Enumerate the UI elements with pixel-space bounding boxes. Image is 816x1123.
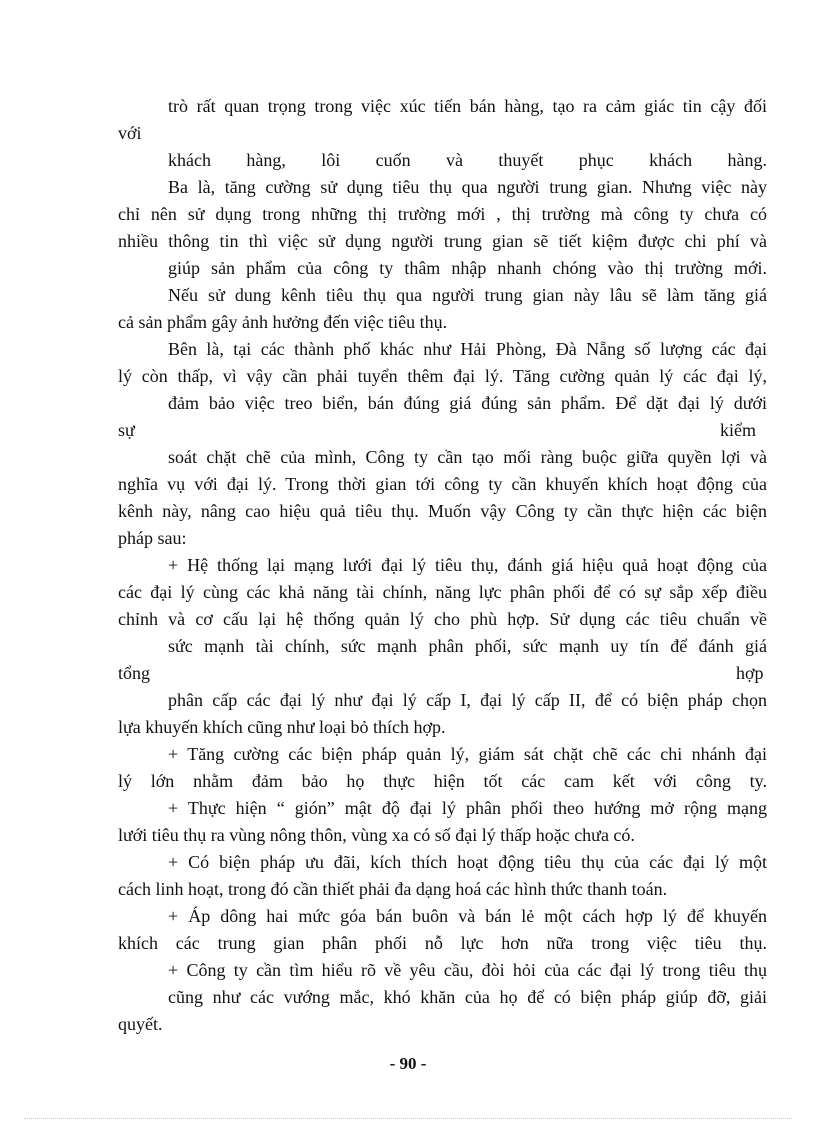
text-line: giúp sản phẩm của công ty thâm nhập nhanh chóng vào thị trường mới. — [168, 258, 767, 278]
text-line: quyết. — [118, 1014, 163, 1034]
text-line: khách hàng, lôi cuốn và thuyết phục khách hàng. — [168, 150, 767, 170]
text-line: + Công ty cần tìm hiểu rõ về yêu cầu, đòi hỏi của các đại lý trong tiêu thụ — [168, 960, 767, 980]
text-line: chỉnh và cơ cấu lại hệ thống quản lý cho phù hợp. Sử dụng các tiêu chuẩn về — [118, 609, 767, 629]
text-line: lý còn thấp, vì vậy cần phải tuyển thêm đại lý. Tăng cường quản lý các đại lý, — [118, 366, 767, 386]
text-line: pháp sau: — [118, 528, 187, 548]
page-number: - 90 - — [389, 1054, 427, 1073]
text-line: soát chặt chẽ của mình, Công ty cần tạo mối ràng buộc giữa quyền lợi và — [168, 447, 767, 467]
text-line: nhiều thông tin thì việc sử dụng người trung gian sẽ tiết kiệm được chi phí và — [118, 231, 767, 251]
text-line: Nếu sử dung kênh tiêu thụ qua người trung gian này lâu sẽ làm tăng giá — [168, 285, 767, 305]
text-line: kiểm — [720, 420, 756, 440]
text-line: lưới tiêu thụ ra vùng nông thôn, vùng xa có số đại lý thấp hoặc chưa có. — [118, 825, 635, 845]
text-line: nghĩa vụ với đại lý. Trong thời gian tới công ty cần khuyến khích hoạt động của — [118, 474, 767, 494]
footer-divider — [24, 1118, 792, 1119]
text-line: phân cấp các đại lý như đại lý cấp I, đại lý cấp II, để có biện pháp chọn — [168, 690, 767, 710]
text-line: trò rất quan trọng trong việc xúc tiến bán hàng, tạo ra cảm giác tin cậy đối — [168, 96, 767, 116]
text-line: + Có biện pháp ưu đãi, kích thích hoạt động tiêu thụ của các đại lý một — [168, 852, 767, 872]
text-line: cả sản phẩm gây ảnh hưởng đến việc tiêu thụ. — [118, 312, 448, 332]
text-line: tổng — [118, 663, 151, 683]
text-line: cách linh hoạt, trong đó cần thiết phải đa dạng hoá các hình thức thanh toán. — [118, 879, 668, 899]
text-line: lý lớn nhằm đảm bảo họ thực hiện tốt các cam kết với công ty. — [118, 771, 767, 791]
text-line: Bên là, tại các thành phố khác như Hải Phòng, Đà Nẵng số lượng các đại — [168, 339, 767, 359]
text-line: + Tăng cường các biện pháp quản lý, giám sát chặt chẽ các chi nhánh đại — [168, 744, 767, 764]
text-line: lựa khuyến khích cũng như loại bỏ thích hợp. — [118, 717, 446, 737]
text-line: + Hệ thống lại mạng lưới đại lý tiêu thụ, đánh giá hiệu quả hoạt động của — [168, 555, 767, 575]
text-line: các đại lý cùng các khả năng tài chính, năng lực phân phối để có sự sắp xếp điều — [118, 582, 767, 602]
text-line: đảm bảo việc treo biển, bán đúng giá đúng sản phẩm. Để dặt đại lý dưới — [168, 393, 767, 413]
text-line: sức mạnh tài chính, sức mạnh phân phối, sức mạnh uy tín để đánh giá — [168, 636, 767, 656]
text-line: chỉ nên sử dụng trong những thị trường mới , thị trường mà công ty chưa có — [118, 204, 767, 224]
text-line: Ba là, tăng cường sử dụng tiêu thụ qua người trung gian. Nhưng việc này — [168, 177, 767, 197]
text-line: + Thực hiện “ gión” mật độ đại lý phân phối theo hướng mở rộng mạng — [168, 798, 767, 818]
text-line: khích các trung gian phân phối nỗ lực hơn nữa trong việc tiêu thụ. — [118, 933, 767, 953]
text-line: cũng như các vướng mắc, khó khăn của họ để có biện pháp giúp đỡ, giải — [168, 987, 767, 1007]
text-line: kênh này, nâng cao hiệu quả tiêu thụ. Muốn vậy Công ty cần thực hiện các biện — [118, 501, 767, 521]
text-line: với — [118, 123, 142, 143]
text-line: sự — [118, 420, 135, 440]
text-line: hợp — [736, 663, 764, 683]
text-line: + Áp dông hai mức góa bán buôn và bán lẻ một cách hợp lý để khuyến — [168, 906, 767, 926]
